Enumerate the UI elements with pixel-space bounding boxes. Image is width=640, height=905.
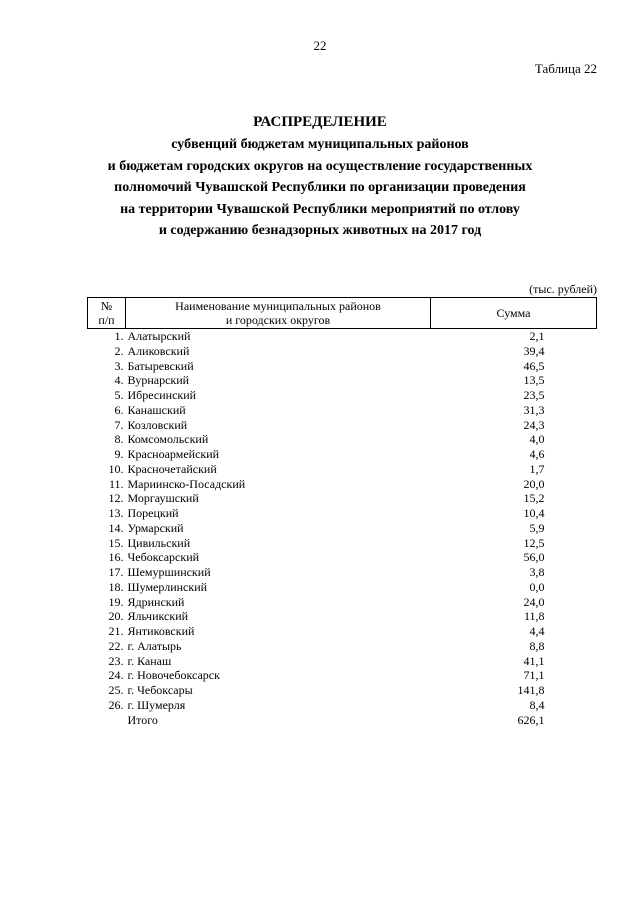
cell-sum: 23,5 bbox=[523, 388, 545, 402]
cell-sum: 12,5 bbox=[523, 535, 545, 550]
cell-name: Порецкий bbox=[127, 506, 179, 520]
page-number: 22 bbox=[313, 38, 327, 53]
cell-sum: 4,0 bbox=[529, 432, 545, 447]
cell-name: Яльчикский bbox=[127, 609, 189, 624]
table-row bbox=[88, 506, 597, 521]
cell-name: Урмарский bbox=[127, 520, 184, 535]
table-row bbox=[88, 565, 597, 580]
cell-name: г. Чебоксары bbox=[127, 683, 193, 697]
cell-number: 20. bbox=[108, 609, 124, 624]
table-row bbox=[88, 447, 597, 462]
cell-sum: 4,6 bbox=[529, 447, 545, 461]
table-row bbox=[88, 624, 597, 639]
cell-number: 14. bbox=[108, 520, 124, 535]
cell-name: Красночетайский bbox=[127, 461, 217, 476]
cell-number: 8. bbox=[114, 432, 124, 447]
cell-sum: 1,7 bbox=[529, 461, 545, 476]
cell-sum: 13,5 bbox=[523, 373, 545, 388]
cell-sum: 0,0 bbox=[529, 579, 545, 594]
table-row bbox=[88, 388, 597, 403]
cell-number bbox=[88, 713, 126, 728]
cell-sum: 11,8 bbox=[523, 609, 545, 624]
header-number-line: № bbox=[100, 299, 113, 313]
cell-number: 10. bbox=[108, 461, 124, 476]
table-row bbox=[88, 550, 597, 565]
table-row bbox=[88, 373, 597, 388]
table-row bbox=[88, 536, 597, 551]
cell-name: г. Канаш bbox=[127, 653, 172, 668]
cell-sum: 141,8 bbox=[517, 683, 545, 697]
table-row bbox=[88, 654, 597, 669]
table-row bbox=[88, 403, 597, 418]
cell-number: 7. bbox=[114, 417, 124, 432]
table-row bbox=[88, 595, 597, 610]
total-row bbox=[88, 713, 597, 728]
header-name-line: и городских округов bbox=[225, 313, 331, 327]
table-row bbox=[88, 432, 597, 447]
table-row bbox=[88, 698, 597, 713]
cell-number: 18. bbox=[108, 579, 124, 594]
table-row bbox=[88, 329, 597, 344]
title-line: на территории Чувашской Республики мероприятий по отлову bbox=[120, 201, 520, 217]
table-row bbox=[88, 639, 597, 654]
cell-number: 13. bbox=[108, 506, 124, 520]
cell-sum: 71,1 bbox=[523, 668, 545, 683]
table-row bbox=[88, 580, 597, 595]
cell-number: 5. bbox=[114, 388, 124, 402]
table-row bbox=[88, 668, 597, 683]
cell-sum: 10,4 bbox=[523, 506, 545, 520]
cell-number: 15. bbox=[108, 535, 124, 550]
cell-number: 3. bbox=[114, 358, 124, 373]
cell-sum: 24,3 bbox=[523, 417, 545, 432]
cell-number: 2. bbox=[114, 343, 124, 358]
table-row bbox=[88, 683, 597, 698]
cell-number: 1. bbox=[114, 329, 124, 343]
cell-number: 6. bbox=[114, 402, 124, 417]
cell-name: г. Шумерля bbox=[127, 697, 186, 712]
title-line: и содержанию безнадзорных животных на 2017 год bbox=[158, 223, 482, 239]
table-row bbox=[88, 609, 597, 624]
table-row bbox=[88, 418, 597, 433]
title-line: субвенций бюджетам муниципальных районов bbox=[171, 137, 469, 152]
cell-number: 22. bbox=[108, 638, 124, 653]
cell-name: Мариинско-Посадский bbox=[127, 476, 246, 491]
cell-number: 12. bbox=[108, 491, 124, 506]
cell-sum: 8,4 bbox=[529, 697, 545, 712]
title-heading: РАСПРЕДЕЛЕНИЕ bbox=[253, 114, 387, 130]
table-row bbox=[88, 462, 597, 477]
cell-number: 26. bbox=[108, 697, 124, 712]
table-header-row bbox=[88, 298, 597, 329]
cell-name: Красноармейский bbox=[127, 447, 220, 461]
header-number-line: п/п bbox=[98, 313, 115, 327]
cell-name: Аликовский bbox=[127, 343, 190, 358]
cell-sum: 24,0 bbox=[523, 594, 545, 609]
document-title bbox=[0, 112, 640, 242]
cell-name: Шумерлинский bbox=[127, 579, 208, 594]
cell-number: 16. bbox=[108, 550, 124, 565]
units-note: (тыс. рублей) bbox=[529, 282, 597, 296]
table-body bbox=[88, 329, 597, 728]
header-name-line: Наименование муниципальных районов bbox=[175, 299, 381, 313]
cell-name: Козловский bbox=[127, 417, 188, 432]
cell-sum: 46,5 bbox=[523, 358, 545, 373]
cell-sum: 626,1 bbox=[517, 712, 545, 727]
cell-name: г. Новочебоксарск bbox=[127, 668, 220, 683]
cell-sum: 15,2 bbox=[523, 491, 545, 506]
cell-number: 4. bbox=[114, 373, 124, 388]
cell-name: Итого bbox=[127, 712, 158, 727]
cell-name: Алатырский bbox=[127, 329, 191, 343]
cell-name: Ядринский bbox=[127, 594, 185, 609]
cell-name: Чебоксарский bbox=[127, 550, 200, 565]
cell-name: Комсомольский bbox=[127, 432, 209, 447]
cell-name: Янтиковский bbox=[127, 624, 195, 638]
cell-number: 17. bbox=[108, 565, 124, 579]
cell-name: Моргаушский bbox=[127, 491, 199, 506]
cell-sum: 3,8 bbox=[529, 565, 545, 579]
cell-sum: 56,0 bbox=[523, 550, 545, 565]
table-row bbox=[88, 359, 597, 374]
table-row bbox=[88, 521, 597, 536]
cell-number: 24. bbox=[108, 668, 124, 683]
title-line: полномочий Чувашской Республики по организации проведения bbox=[114, 180, 526, 196]
cell-number: 23. bbox=[108, 653, 124, 668]
table-row bbox=[88, 491, 597, 506]
cell-sum: 20,0 bbox=[523, 476, 545, 491]
cell-name: Батыревский bbox=[127, 358, 194, 373]
cell-name: Цивильский bbox=[127, 535, 191, 550]
title-line: и бюджетам городских округов на осуществление государственных bbox=[107, 158, 533, 174]
cell-number: 9. bbox=[114, 447, 124, 461]
cell-number: 19. bbox=[108, 594, 124, 609]
subvention-table bbox=[87, 297, 597, 727]
cell-sum: 31,3 bbox=[523, 402, 545, 417]
cell-name: Вурнарский bbox=[127, 373, 190, 388]
cell-number: 25. bbox=[108, 683, 124, 697]
cell-sum: 2,1 bbox=[529, 329, 545, 343]
table-label: Таблица 22 bbox=[534, 61, 597, 76]
table-row bbox=[88, 477, 597, 492]
cell-sum: 4,4 bbox=[529, 624, 545, 638]
cell-sum: 39,4 bbox=[523, 343, 545, 358]
cell-name: г. Алатырь bbox=[127, 638, 182, 653]
cell-sum: 5,9 bbox=[529, 520, 545, 535]
cell-sum: 8,8 bbox=[529, 638, 545, 653]
cell-sum: 41,1 bbox=[523, 653, 545, 668]
header-number bbox=[88, 298, 126, 329]
cell-name: Шемуршинский bbox=[127, 565, 211, 579]
header-name bbox=[126, 298, 431, 329]
header-sum: Сумма bbox=[431, 298, 597, 329]
cell-number: 21. bbox=[108, 624, 124, 638]
table-row bbox=[88, 344, 597, 359]
cell-name: Канашский bbox=[127, 402, 186, 417]
cell-number: 11. bbox=[108, 476, 124, 491]
cell-name: Ибресинский bbox=[127, 388, 197, 402]
